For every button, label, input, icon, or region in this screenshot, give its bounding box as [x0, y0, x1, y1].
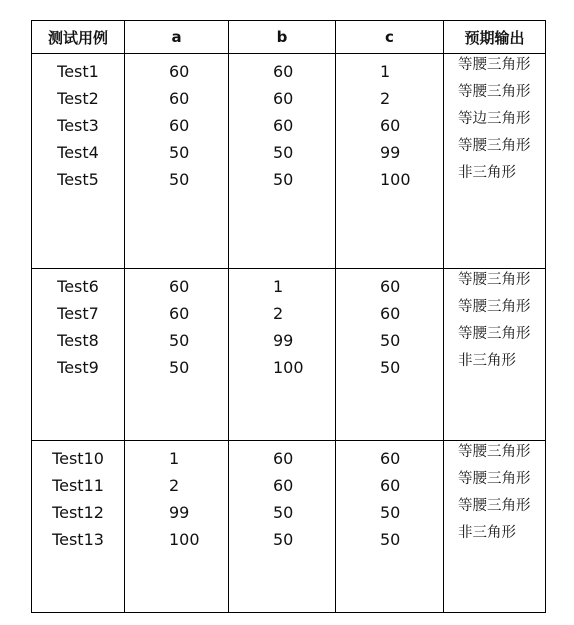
b-value: 60 — [273, 89, 294, 108]
expected-output — [444, 271, 545, 290]
b-value: 50 — [273, 143, 294, 162]
c-value: 50 — [380, 503, 401, 522]
test-name: Test9 — [57, 358, 99, 377]
c-value: 100 — [380, 170, 411, 189]
header-test-case: 测试用例 — [32, 21, 125, 54]
a-value: 100 — [169, 530, 200, 549]
header-row — [32, 21, 546, 54]
a-value: 60 — [169, 304, 190, 323]
expected-output-text: 等腰三角形 — [458, 138, 531, 154]
a-value: 50 — [169, 170, 190, 189]
c-value: 60 — [380, 476, 401, 495]
b-value: 2 — [273, 304, 284, 323]
test-name: Test3 — [57, 116, 99, 135]
c-values-cell — [336, 441, 444, 613]
a-value: 60 — [169, 116, 190, 135]
header-c: c — [336, 21, 444, 54]
c-value: 1 — [380, 62, 391, 81]
b-values-cell — [229, 54, 336, 269]
a-values-cell — [125, 441, 229, 613]
expected-output — [444, 325, 545, 344]
expected-output — [444, 56, 545, 75]
expected-output — [444, 298, 545, 317]
c-value: 99 — [380, 143, 401, 162]
expected-output — [444, 137, 545, 156]
expected-output — [444, 83, 545, 102]
test-name: Test11 — [52, 476, 104, 495]
test-name-cell — [32, 269, 125, 441]
c-value: 50 — [380, 530, 401, 549]
test-name: Test4 — [57, 143, 99, 162]
c-value: 50 — [380, 358, 401, 377]
test-name: Test2 — [57, 89, 99, 108]
c-value: 60 — [380, 449, 401, 468]
expected-output-text: 等腰三角形 — [458, 471, 531, 487]
expected-output-cell — [444, 54, 546, 269]
expected-output-cell — [444, 269, 546, 441]
b-value: 50 — [273, 530, 294, 549]
a-value: 99 — [169, 503, 190, 522]
test-name: Test7 — [57, 304, 99, 323]
expected-output-text: 等腰三角形 — [458, 84, 531, 100]
c-values-cell — [336, 54, 444, 269]
test-name: Test8 — [57, 331, 99, 350]
expected-output-text: 等腰三角形 — [458, 498, 531, 514]
header-b: b — [229, 21, 336, 54]
a-value: 60 — [169, 62, 190, 81]
expected-output — [444, 443, 545, 462]
a-value: 1 — [169, 449, 180, 468]
b-value: 100 — [273, 358, 304, 377]
expected-output-cell — [444, 441, 546, 613]
b-value: 1 — [273, 277, 284, 296]
c-value: 2 — [380, 89, 391, 108]
expected-output — [444, 497, 545, 516]
header-a: a — [125, 21, 229, 54]
a-value: 60 — [169, 89, 190, 108]
test-name: Test12 — [52, 503, 104, 522]
expected-output: 非三角形 — [458, 353, 516, 369]
b-values-cell — [229, 441, 336, 613]
expected-output — [444, 110, 545, 129]
b-value: 99 — [273, 331, 294, 350]
test-name: Test6 — [57, 277, 99, 296]
expected-output-text: 等腰三角形 — [458, 299, 531, 315]
test-name: Test5 — [57, 170, 99, 189]
test-name-cell — [32, 441, 125, 613]
test-name: Test1 — [57, 62, 99, 81]
test-name-cell — [32, 54, 125, 269]
b-values-cell — [229, 269, 336, 441]
b-value: 60 — [273, 62, 294, 81]
c-value: 50 — [380, 331, 401, 350]
a-value: 50 — [169, 331, 190, 350]
test-name: Test13 — [52, 530, 104, 549]
b-value: 50 — [273, 503, 294, 522]
a-values-cell — [125, 269, 229, 441]
block-row-3 — [32, 441, 546, 613]
expected-output: 非三角形 — [458, 165, 516, 181]
a-value: 50 — [169, 143, 190, 162]
expected-output: 非三角形 — [458, 525, 516, 541]
expected-output-text: 等腰三角形 — [458, 326, 531, 342]
a-values-cell — [125, 54, 229, 269]
c-value: 60 — [380, 304, 401, 323]
c-value: 60 — [380, 116, 401, 135]
expected-output-text: 等腰三角形 — [458, 272, 531, 288]
b-value: 50 — [273, 170, 294, 189]
c-values-cell — [336, 269, 444, 441]
a-value: 2 — [169, 476, 180, 495]
b-value: 60 — [273, 476, 294, 495]
a-value: 50 — [169, 358, 190, 377]
header-expected-output: 预期输出 — [444, 21, 546, 54]
expected-output-text: 等边三角形 — [458, 111, 531, 127]
c-value: 60 — [380, 277, 401, 296]
expected-output-text: 等腰三角形 — [458, 57, 531, 73]
b-value: 60 — [273, 449, 294, 468]
b-value: 60 — [273, 116, 294, 135]
test-case-table — [31, 20, 546, 613]
block-row-1 — [32, 54, 546, 269]
a-value: 60 — [169, 277, 190, 296]
test-name: Test10 — [52, 449, 104, 468]
expected-output-text: 等腰三角形 — [458, 444, 531, 460]
expected-output — [444, 470, 545, 489]
block-row-2 — [32, 269, 546, 441]
